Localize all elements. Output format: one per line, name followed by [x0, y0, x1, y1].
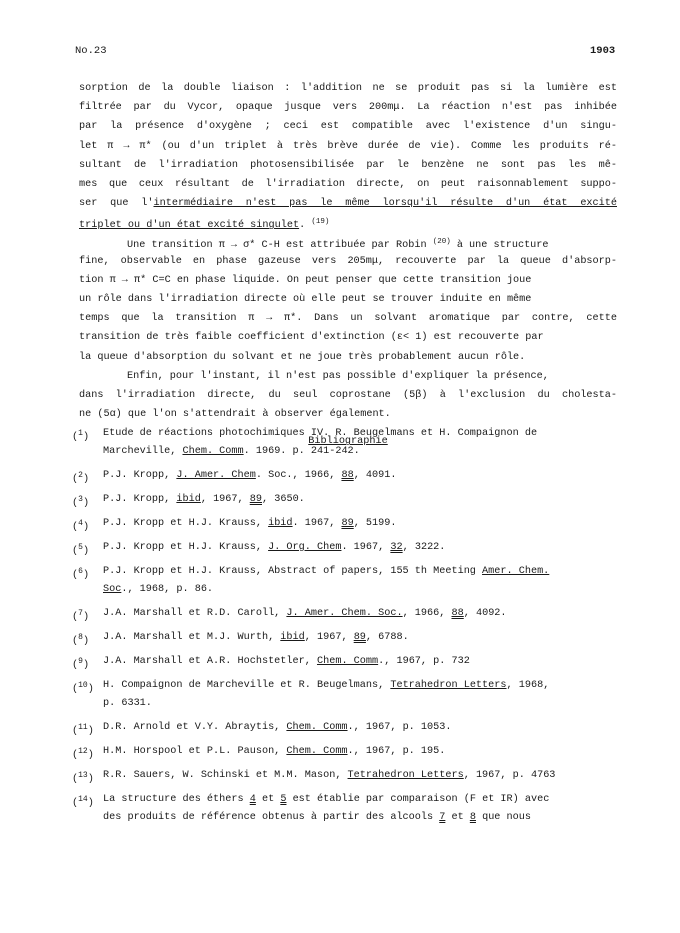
- text-span: J.A. Marshall et M.J. Wurth,: [103, 632, 281, 643]
- text-span: P.J. Kropp et H.J. Krauss, Abstract of papers, 155 th Meeting: [103, 566, 483, 577]
- journal-name: ibid: [280, 632, 305, 643]
- reference-text: [103, 491, 617, 509]
- reference-item: [72, 515, 617, 533]
- reference-item: [72, 743, 617, 761]
- text-span: , 4091.: [353, 470, 397, 481]
- compound-number: 4: [249, 794, 256, 805]
- text-span: La structure des éthers: [103, 794, 250, 805]
- reference-number: ($^{14}$): [72, 795, 94, 809]
- text-span: D.R. Arnold et V.Y. Abraytis,: [103, 722, 287, 733]
- text-line: un rôle dans l'irradiation directe où elle peut se trouver induite en même: [79, 294, 532, 306]
- reference-text: [103, 791, 617, 809]
- reference-number-value: 8: [78, 633, 83, 642]
- reference-marker: (20): [432, 237, 451, 246]
- text-line: [79, 213, 617, 232]
- reference-number-value: 9: [78, 657, 83, 666]
- text-span: , 3222.: [402, 542, 446, 553]
- reference-text: [103, 719, 617, 737]
- text-line: ne (5α) que l'on s'attendrait à observer également.: [79, 409, 391, 421]
- volume-number: 89: [249, 494, 262, 505]
- text-line: sorption de la double liaison : l'addition ne se produit pas si la lumière est: [79, 83, 617, 94]
- text-span: est établie par comparaison (F et IR) avec: [286, 794, 550, 805]
- reference-text: [103, 443, 617, 461]
- journal-name: J. Org. Chem: [268, 542, 342, 553]
- text-line: par la présence d'oxygène ; ceci est compatible avec l'existence d'un singu-: [79, 121, 617, 133]
- text-line: [79, 233, 617, 252]
- volume-number: 32: [390, 542, 403, 553]
- reference-number: ($^6$): [72, 567, 90, 581]
- reference-number: ($^1$): [72, 429, 90, 443]
- text-span: .: [299, 220, 312, 232]
- reference-text: [103, 677, 617, 695]
- text-span: P.J. Kropp,: [103, 470, 177, 481]
- text-line: sultant de l'irradiation photosensibilisée par le benzène ne sont pas les mê-: [79, 159, 617, 171]
- text-span: ., 1967, p. 1053.: [347, 722, 452, 733]
- text-line: la queue d'absorption du solvant et ne joue très probablement aucun rôle.: [79, 351, 526, 363]
- text-line: Enfin, pour l'instant, il n'est pas possible d'expliquer la présence,: [127, 370, 549, 382]
- reference-text: [103, 767, 617, 785]
- reference-number-value: 6: [78, 567, 83, 576]
- reference-number: ($^{11}$): [72, 723, 94, 737]
- reference-number: ($^7$): [72, 609, 90, 623]
- reference-item: [72, 791, 617, 827]
- text-span: Une transition π → σ* C-H est attribuée par Robin: [127, 239, 433, 251]
- reference-item: [72, 653, 617, 671]
- reference-item: [72, 467, 617, 485]
- text-span: et: [255, 794, 281, 805]
- reference-text: [103, 809, 617, 827]
- journal-name: ibid: [176, 494, 201, 505]
- text-line: [79, 194, 617, 213]
- reference-text: Etude de réactions photochimiques IV. R. Beugelmans et H. Compaignon de: [103, 428, 538, 439]
- reference-number-value: 10: [78, 681, 88, 690]
- underlined-text: intermédiaire n'est pas le même lorsqu'il résulte d'un état excité: [153, 198, 617, 210]
- text-span: , 6788.: [365, 632, 409, 643]
- text-line: transition de très faible coefficient d'extinction (ε< 1) est recouverte par: [79, 332, 544, 344]
- reference-number-value: 1: [78, 429, 83, 438]
- reference-number: ($^{12}$): [72, 747, 94, 761]
- underlined-text: triplet ou d'un état excité singulet: [79, 220, 300, 232]
- journal-name: Amer. Chem.: [482, 566, 550, 577]
- text-span: H. Compaignon de Marcheville et R. Beugelmans,: [103, 680, 391, 691]
- text-span: . Soc., 1966,: [255, 470, 342, 481]
- reference-number-value: 2: [78, 471, 83, 480]
- text-span: P.J. Kropp,: [103, 494, 177, 505]
- text-span: . 1967,: [292, 518, 342, 529]
- text-span: , 4092.: [463, 608, 507, 619]
- reference-text: p. 6331.: [103, 698, 152, 709]
- journal-name: ibid: [268, 518, 293, 529]
- volume-number: 89: [353, 632, 366, 643]
- text-span: ser que l': [79, 198, 154, 210]
- bibliography-title: Bibliographie: [308, 436, 388, 448]
- reference-text: [103, 467, 617, 485]
- body-text: [79, 79, 617, 454]
- reference-number-value: 14: [78, 795, 88, 804]
- journal-name: Chem. Comm: [286, 746, 348, 757]
- journal-issue: No.23: [75, 45, 107, 57]
- reference-text: [103, 581, 617, 599]
- text-span: . 1969. p. 241-242.: [243, 446, 360, 457]
- text-span: , 1967,: [200, 494, 250, 505]
- reference-number: ($^{13}$): [72, 771, 94, 785]
- reference-item: [72, 563, 617, 599]
- reference-text: [103, 515, 617, 533]
- journal-name: J. Amer. Chem: [176, 470, 256, 481]
- compound-number: 5: [280, 794, 287, 805]
- compound-number: 8: [469, 812, 476, 823]
- text-span: H.M. Horspool et P.L. Pauson,: [103, 746, 287, 757]
- reference-item: [72, 539, 617, 557]
- journal-name: Chem. Comm: [182, 446, 244, 457]
- reference-number: ($^9$): [72, 657, 90, 671]
- reference-number-value: 7: [78, 609, 83, 618]
- journal-name: Soc: [103, 584, 122, 595]
- journal-name: J. Amer. Chem. Soc.: [286, 608, 403, 619]
- text-span: , 1968,: [506, 680, 550, 691]
- text-span: J.A. Marshall et R.D. Caroll,: [103, 608, 287, 619]
- reference-text: [103, 563, 617, 581]
- reference-number-value: 13: [78, 771, 88, 780]
- reference-item: [72, 605, 617, 623]
- reference-text: [103, 653, 617, 671]
- text-span: , 3650.: [262, 494, 305, 505]
- reference-number: ($^2$): [72, 471, 90, 485]
- text-span: à une structure: [450, 239, 549, 251]
- text-line: dans l'irradiation directe, du seul coprostane (5β) à l'exclusion du cholesta-: [79, 390, 617, 401]
- reference-item: [72, 767, 617, 785]
- text-span: , 1967,: [304, 632, 354, 643]
- text-span: que nous: [475, 812, 531, 823]
- text-line: temps que la transition π → π*. Dans un solvant aromatique par contre, cette: [79, 313, 617, 325]
- reference-text: [103, 605, 617, 623]
- journal-name: Tetrahedron Letters: [390, 680, 507, 691]
- reference-number: ($^5$): [72, 543, 90, 557]
- reference-number: ($^8$): [72, 633, 90, 647]
- reference-item: [72, 491, 617, 509]
- volume-number: 89: [341, 518, 354, 529]
- text-line: tion π → π* C=C en phase liquide. On peut penser que cette transition joue: [79, 274, 532, 286]
- volume-number: 88: [451, 608, 464, 619]
- reference-number-value: 4: [78, 519, 83, 528]
- text-span: ., 1968, p. 86.: [121, 584, 214, 595]
- volume-number: 88: [341, 470, 354, 481]
- text-span: et: [445, 812, 470, 823]
- reference-number-value: 5: [78, 543, 83, 552]
- reference-text: [103, 743, 617, 761]
- text-line: filtrée par du Vycor, opaque jusque vers 200mμ. La réaction n'est pas inhibée: [79, 102, 617, 114]
- text-span: des produits de référence obtenus à partir des alcools: [103, 812, 440, 823]
- text-line: mes que ceux résultant de l'irradiation directe, on peut raisonnablement suppo-: [79, 178, 617, 190]
- reference-marker: (19): [311, 218, 330, 227]
- text-line: let π → π* (ou d'un triplet à très brève durée de vie). Comme les produits ré-: [79, 140, 617, 152]
- reference-number: ($^{10}$): [72, 681, 94, 695]
- reference-item: [72, 677, 617, 713]
- text-span: R.R. Sauers, W. Schinski et M.M. Mason,: [103, 770, 348, 781]
- text-span: ., 1967, p. 195.: [347, 746, 446, 757]
- reference-number-value: 12: [78, 747, 88, 756]
- reference-number-value: 3: [78, 495, 83, 504]
- journal-name: Chem. Comm: [316, 656, 379, 667]
- reference-number: ($^3$): [72, 495, 90, 509]
- reference-text: [103, 629, 617, 647]
- bibliography-list: [72, 425, 617, 833]
- text-span: , 5199.: [353, 518, 397, 529]
- reference-text: [103, 539, 617, 557]
- text-span: , 1966,: [402, 608, 452, 619]
- text-span: Marcheville,: [103, 446, 183, 457]
- text-span: P.J. Kropp et H.J. Krauss,: [103, 518, 269, 529]
- text-span: J.A. Marshall et A.R. Hochstetler,: [103, 656, 317, 667]
- text-span: ., 1967, p. 732: [378, 656, 470, 667]
- reference-item: [72, 629, 617, 647]
- reference-number-value: 11: [78, 723, 88, 732]
- text-line: fine, observable en phase gazeuse vers 205mμ, recouverte par la queue d'absorp-: [79, 255, 617, 267]
- page-number: 1903: [590, 45, 616, 57]
- text-span: , 1967, p. 4763: [463, 770, 556, 781]
- text-span: . 1967,: [341, 542, 391, 553]
- journal-name: Chem. Comm: [286, 722, 348, 733]
- reference-item: [72, 425, 617, 461]
- text-span: P.J. Kropp et H.J. Krauss,: [103, 542, 269, 553]
- compound-number: 7: [439, 812, 446, 823]
- reference-number: ($^4$): [72, 519, 90, 533]
- journal-name: Tetrahedron Letters: [347, 770, 464, 781]
- reference-item: [72, 719, 617, 737]
